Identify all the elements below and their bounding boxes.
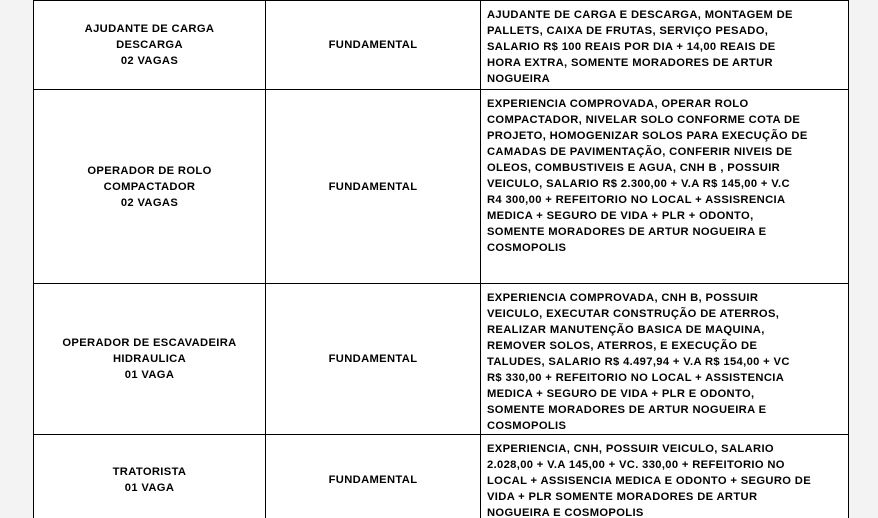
description-line: PALLETS, CAIXA DE FRUTAS, SERVIÇO PESADO, (487, 25, 769, 37)
job-title-cell (34, 90, 266, 284)
job-title-cell (34, 435, 266, 518)
education-cell (266, 1, 481, 90)
description-line: OLEOS, COMBUSTIVEIS E AGUA, CNH B , POSSUIR (487, 162, 781, 174)
description-line: EXPERIENCIA COMPROVADA, OPERAR ROLO (487, 98, 749, 110)
description-line: REMOVER SOLOS, ATERROS, E EXECUÇÃO DE (487, 340, 758, 352)
job-description-cell (481, 284, 849, 435)
job-description-cell (481, 90, 849, 284)
job-listings-table (33, 0, 849, 518)
description-line: R4 300,00 + REFEITORIO NO LOCAL + ASSISRENCIA (487, 194, 786, 206)
description-line: R$ 330,00 + REFEITORIO NO LOCAL + ASSISTENCIA (487, 372, 785, 384)
description-line: PROJETO, HOMOGENIZAR SOLOS PARA EXECUÇÃO DE (487, 130, 808, 142)
description-line: VEICULO, EXECUTAR CONSTRUÇÃO DE ATERROS, (487, 308, 780, 320)
description-line: SALARIO R$ 100 REAIS POR DIA + 14,00 REAIS DE (487, 41, 776, 53)
description-line: SOMENTE MORADORES DE ARTUR NOGUEIRA E (487, 404, 767, 416)
job-title-line: AJUDANTE DE CARGA (84, 23, 215, 35)
job-title-cell (34, 1, 266, 90)
education-level: FUNDAMENTAL (328, 180, 418, 193)
education-cell (266, 284, 481, 435)
description-line: NOGUEIRA (487, 73, 551, 85)
description-line: HORA EXTRA, SOMENTE MORADORES DE ARTUR (487, 57, 773, 69)
description-line: TALUDES, SALARIO R$ 4.497,94 + V.A R$ 154,00 + VC (487, 356, 790, 368)
table-row (34, 90, 849, 284)
table-row (34, 284, 849, 435)
education-level: FUNDAMENTAL (328, 39, 418, 51)
job-description-cell (481, 435, 849, 518)
job-vacancies: 01 VAGA (124, 369, 175, 381)
job-vacancies: 02 VAGAS (120, 55, 179, 67)
description-line: MEDICA + SEGURO DE VIDA + PLR E ODONTO, (487, 388, 755, 400)
description-line: VEICULO, SALARIO R$ 2.300,00 + V.A R$ 145,00 + V.C (487, 178, 790, 190)
description-line: MEDICA + SEGURO DE VIDA + PLR + ODONTO, (487, 210, 754, 222)
job-title-line: COMPACTADOR (103, 180, 196, 193)
job-title-line: OPERADOR DE ROLO (87, 164, 212, 177)
description-line: REALIZAR MANUTENÇÃO BASICA DE MAQUINA, (487, 324, 765, 336)
description-line: 2.028,00 + V.A 145,00 + VC. 330,00 + REFEITORIO NO (487, 459, 785, 471)
description-line: COSMOPOLIS (487, 420, 567, 432)
education-cell (266, 435, 481, 518)
job-title-line: HIDRAULICA (112, 353, 187, 365)
description-line: VIDA + PLR SOMENTE MORADORES DE ARTUR (487, 491, 758, 503)
description-line: EXPERIENCIA, CNH, POSSUIR VEICULO, SALARIO (487, 443, 774, 455)
description-line: NOGUEIRA E COSMOPOLIS (487, 507, 644, 518)
description-line: COSMOPOLIS (487, 242, 567, 254)
job-title-line: TRATORISTA (112, 465, 187, 478)
description-line: COMPACTADOR, NIVELAR SOLO CONFORME COTA DE (487, 114, 801, 126)
description-line: LOCAL + ASSISENCIA MEDICA E ODONTO + SEGURO DE (487, 475, 812, 487)
job-vacancies: 02 VAGAS (120, 196, 179, 209)
education-level: FUNDAMENTAL (328, 473, 418, 486)
education-level: FUNDAMENTAL (328, 353, 418, 365)
description-line: CAMADAS DE PAVIMENTAÇÃO, CONFERIR NIVEIS DE (487, 146, 793, 158)
job-title-line: OPERADOR DE ESCAVADEIRA (62, 337, 237, 349)
document-page (33, 0, 848, 518)
job-vacancies: 01 VAGA (124, 481, 175, 494)
job-title-cell (34, 284, 266, 435)
description-line: AJUDANTE DE CARGA E DESCARGA, MONTAGEM DE (487, 9, 793, 21)
table-row (34, 435, 849, 518)
description-line: EXPERIENCIA COMPROVADA, CNH B, POSSUIR (487, 292, 759, 304)
job-title-line: DESCARGA (116, 39, 183, 51)
job-description-cell (481, 1, 849, 90)
description-line: SOMENTE MORADORES DE ARTUR NOGUEIRA E (487, 226, 767, 238)
table-row (34, 1, 849, 90)
education-cell (266, 90, 481, 284)
